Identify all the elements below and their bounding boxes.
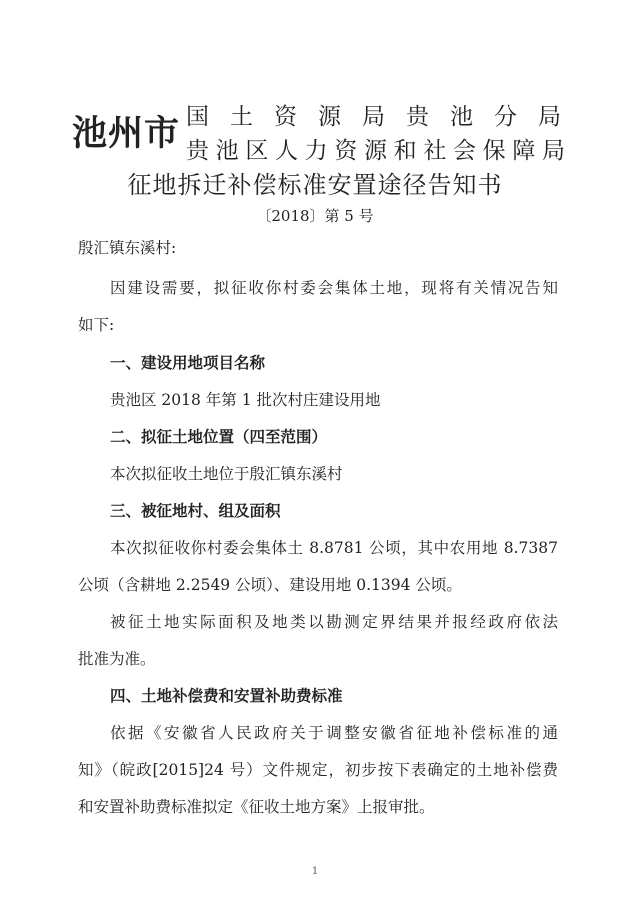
section-heading-4: 四、土地补偿费和安置补助费标准 bbox=[110, 687, 343, 705]
section-text-2: 本次拟征收土地位于殷汇镇东溪村 bbox=[110, 465, 343, 483]
issuing-city: 池州市 bbox=[72, 114, 181, 154]
section-heading-1: 一、建设用地项目名称 bbox=[110, 354, 266, 372]
section-text-1: 贵池区 2018 年第 1 批次村庄建设用地 bbox=[110, 391, 381, 409]
section-note-3-line: 被征土地实际面积及地类以勘测定界结果并报经政府依法 bbox=[110, 613, 558, 631]
document-header bbox=[72, 98, 572, 168]
section-heading-3: 三、被征地村、组及面积 bbox=[110, 502, 281, 520]
issuing-department-1: 国土资源局贵池分局 bbox=[186, 104, 566, 130]
addressee: 殷汇镇东溪村: bbox=[78, 239, 177, 257]
page-number: 1 bbox=[311, 866, 319, 877]
section-note-3-line: 批准为准。 bbox=[78, 650, 156, 668]
section-text-4-line: 依据《安徽省人民政府关于调整安徽省征地补偿标准的通 bbox=[110, 724, 558, 742]
issuing-department-2: 贵池区人力资源和社会保障局 bbox=[186, 138, 566, 164]
section-text-4-line: 知》（皖政[2015]24 号）文件规定，初步按下表确定的土地补偿费 bbox=[78, 761, 558, 779]
document-title: 征地拆迁补偿标准安置途径告知书 bbox=[127, 171, 503, 199]
section-heading-2: 二、拟征土地位置（四至范围） bbox=[110, 428, 328, 446]
section-text-3-line: 本次拟征收你村委会集体土 8.8781 公顷，其中农用地 8.7387 bbox=[110, 539, 558, 557]
intro-paragraph-line: 如下: bbox=[78, 316, 115, 334]
intro-paragraph-line: 因建设需要，拟征收你村委会集体土地，现将有关情况告知 bbox=[110, 279, 558, 297]
section-text-3-line: 公顷（含耕地 2.2549 公顷）、建设用地 0.1394 公顷。 bbox=[78, 576, 462, 594]
document-number: 〔2018〕第 5 号 bbox=[256, 207, 374, 225]
section-text-4-line: 和安置补助费标准拟定《征收土地方案》上报审批。 bbox=[78, 798, 435, 816]
